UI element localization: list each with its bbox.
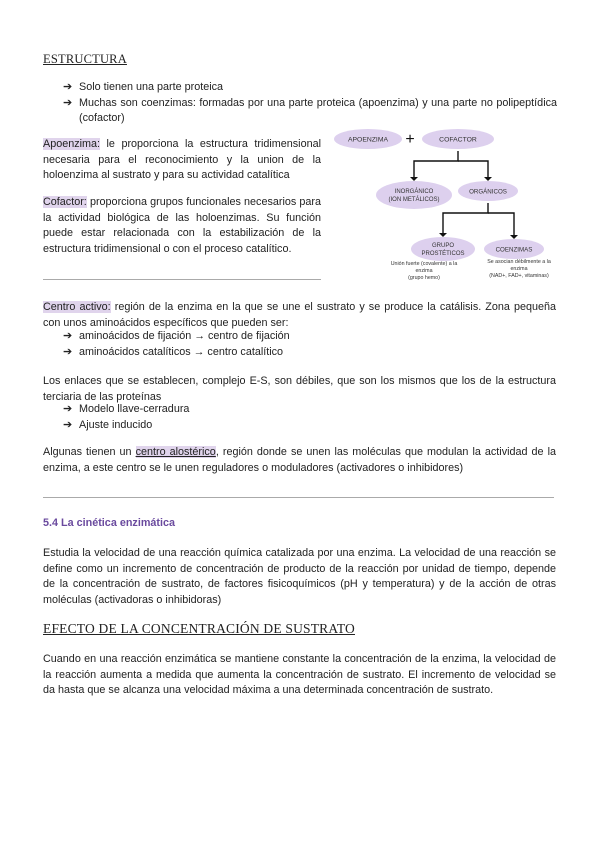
grupo-prostetico-bubble	[411, 237, 475, 261]
centro-activo-list	[63, 329, 543, 360]
inorganico-label: INORGÁNICO	[394, 189, 434, 195]
apoenzima-label: APOENZIMA	[347, 136, 389, 144]
centro-activo-term: Centro activo:	[43, 301, 111, 313]
centro-alosterico-term: centro alostérico	[135, 446, 216, 458]
efecto-paragraph: Cuando en una reacción enzimática se mantiene constante la concentración de la enzima, la velocidad de la reacción aumenta a medida que aumenta la concentración de sustrato. El incremento de velocidad se da hasta que se alcanza una velocidad máxima a una determinada concentración de sustrato.	[43, 653, 556, 696]
list-item: ➔ aminoácidos de fijación → centro de fijación	[63, 329, 543, 345]
arrow-bullet-icon: ➔	[63, 330, 73, 342]
estructura-heading: ESTRUCTURA	[43, 52, 127, 66]
organicos-label: ORGÁNICOS	[469, 188, 507, 196]
list-item: ➔ aminoácidos catalíticos → centro catalítico	[63, 345, 543, 361]
coenzimas-note: Se asocian débilmente a la enzima (NAD+, FAD+, vitaminas)	[487, 259, 551, 279]
inorganico-sublabel: (ION METÁLICOS)	[388, 197, 440, 203]
efecto-heading: EFECTO DE LA CONCENTRACIÓN DE SUSTRATO	[43, 621, 355, 636]
apoenzima-paragraph: Apoenzima: le proporciona la estructura tridimensional necesaria para el reconocimiento y la union de la holoenzima al sustrato y para su actividad catalítica	[43, 138, 321, 181]
list-item: ➔ Muchas son coenzimas: formadas por una parte proteica (apoenzima) y una parte no polipeptídica (cofactor)	[63, 96, 557, 127]
grupo-note: Unión fuerte (covalente) a la enzima (grupo hemo)	[390, 261, 458, 281]
plus-sign: +	[405, 131, 415, 148]
list-item: ➔ Solo tienen una parte proteica	[63, 80, 557, 96]
coenzimas-label: COENZIMAS	[495, 246, 533, 254]
enlaces-paragraph: Los enlaces que se establecen, complejo E-S, son débiles, que son los mismos que los de la estructura terciaria de las proteínas	[43, 375, 556, 403]
cofactor-diagram	[330, 125, 560, 275]
enlaces-list	[63, 402, 543, 433]
arrow-bullet-icon: ➔	[63, 96, 73, 109]
cofactor-paragraph: Cofactor: proporciona grupos funcionales necesarios para la actividad biológica de las holoenzimas. Su función puede estar relacionada con la estabilización de la estructura tridimensional o con el proceso catalítico.	[43, 196, 321, 255]
arrow-bullet-icon: ➔	[63, 345, 73, 358]
divider	[43, 279, 321, 280]
list-item: ➔ Modelo llave-cerradura	[63, 402, 543, 418]
arrow-bullet-icon: ➔	[63, 418, 73, 431]
apoenzima-term: Apoenzima:	[43, 138, 101, 150]
arrow-bullet-icon: ➔	[63, 403, 73, 415]
estructura-bullet-list	[63, 80, 557, 127]
cinetica-heading: 5.4 La cinética enzimática	[43, 517, 176, 529]
divider	[43, 497, 554, 498]
cinetica-paragraph: Estudia la velocidad de una reacción química catalizada por una enzima. La velocidad de una reacción se define como un incremento de concentración de producto de la reacción por unidad de tiempo, depende de la concentración de sustrato, de factores fisicoquímicos (pH y temperatura) y de la acción de otras moléculas (activadoras o inhibidoras)	[43, 547, 556, 606]
cofactor-term: Cofactor:	[43, 196, 87, 208]
grupo-label: GRUPO	[431, 243, 455, 249]
centro-activo-paragraph: Centro activo: región de la enzima en la que se une el sustrato y se produce la catálisis. Zona pequeña con unos aminoácidos específicos que pueden ser:	[43, 301, 556, 329]
cofactor-label: COFACTOR	[439, 136, 477, 144]
list-item: ➔ Ajuste inducido	[63, 418, 543, 434]
inorganico-bubble	[376, 181, 452, 209]
alosterico-paragraph: Algunas tienen un centro alostérico, región donde se unen las moléculas que modulan la actividad de la enzima, a este centro se le unen reguladores o moduladores (activadores o inhibidores)	[43, 446, 556, 474]
arrow-bullet-icon: ➔	[63, 81, 73, 93]
grupo-sublabel: PROSTÉTICOS	[421, 251, 465, 257]
